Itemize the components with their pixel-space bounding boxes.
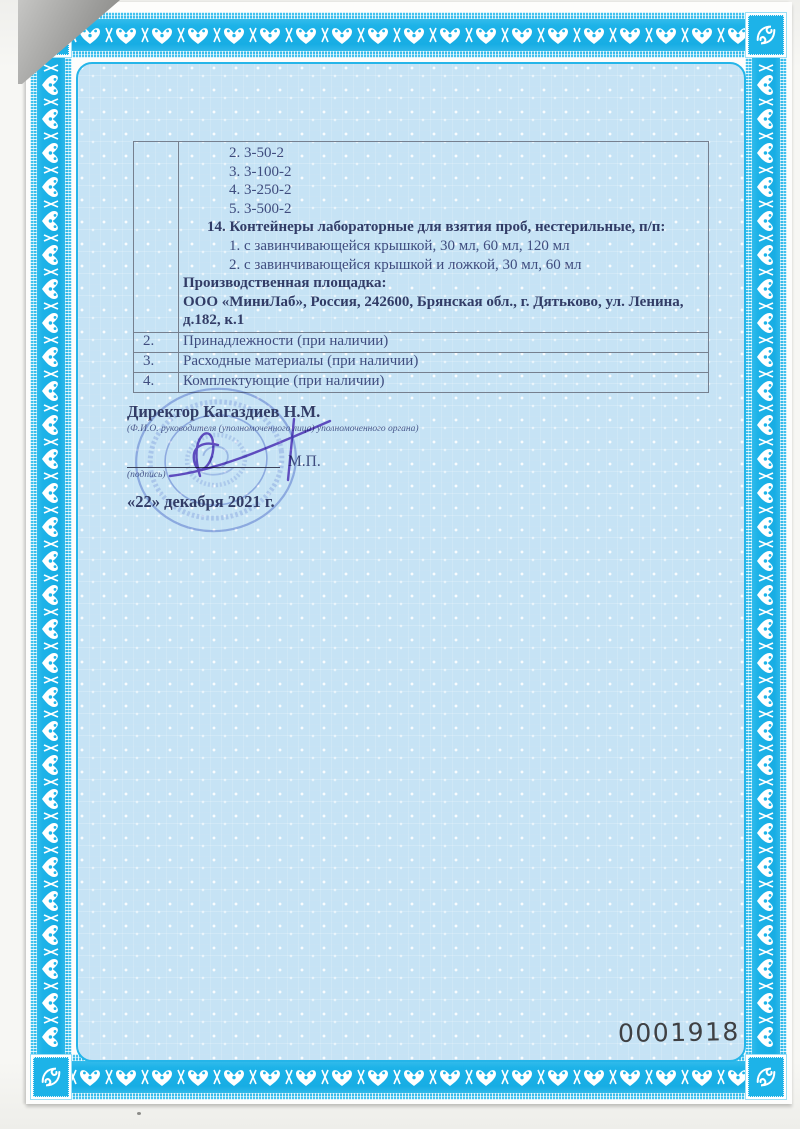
- border-ornament-right: [745, 12, 787, 1100]
- row-number-cell: 3.: [134, 352, 179, 372]
- border-ornament-left: [30, 12, 72, 1100]
- ornament-column: [37, 12, 65, 1100]
- row-content-cell: Расходные материалы (при наличии): [179, 352, 709, 372]
- serial-number: 0001918: [617, 1017, 741, 1048]
- ornament-row: [30, 1061, 787, 1093]
- production-site-address: д.182, к.1: [183, 312, 245, 329]
- row-content-cell: Комплектующие (при наличии): [179, 372, 709, 392]
- item14-subitem: 2. с завинчивающейся крышкой и ложкой, 30 мл, 60 мл: [229, 256, 582, 273]
- model-item: 5. 3-500-2: [229, 200, 292, 217]
- row-number-cell: 4.: [134, 372, 179, 392]
- lace-strip: [30, 12, 37, 1100]
- production-site-address: ООО «МиниЛаб», Россия, 242600, Брянская обл., г. Дятьково, ул. Ленина,: [183, 293, 684, 310]
- table-row: [134, 352, 709, 372]
- model-item: 2. 3-50-2: [229, 145, 284, 161]
- lace-strip: [745, 12, 752, 1100]
- ornament-column: [752, 12, 780, 1100]
- ornament-row: [30, 19, 787, 51]
- director-name-line: Директор Кагаздиев Н.М.: [127, 402, 321, 421]
- document-date: «22» декабря 2021 г.: [127, 492, 275, 511]
- table-row-continuation: [134, 142, 709, 333]
- item14-subitem: 1. с завинчивающейся крышкой, 30 мл, 60 мл, 120 мл: [229, 237, 570, 254]
- border-ornament-top: [30, 12, 787, 58]
- item14-title: 14. Контейнеры лабораторные для взятия проб, нестерильные, п/п:: [207, 219, 666, 236]
- row-number-cell: [134, 142, 179, 333]
- row-content-cell: [179, 142, 709, 333]
- items-table: [133, 141, 709, 393]
- certificate-sheet: [26, 2, 792, 1104]
- corner-ornament-bottom-left: [30, 1054, 72, 1100]
- signature-caption: (подпись): [127, 470, 166, 480]
- model-item: 4. 3-250-2: [229, 182, 292, 199]
- lace-strip: [780, 12, 787, 1100]
- lace-strip: [30, 51, 787, 58]
- lace-strip: [65, 12, 72, 1100]
- handwritten-signature: [160, 414, 338, 488]
- lace-strip: [30, 12, 787, 19]
- row-number-cell: 2.: [134, 332, 179, 352]
- director-caption: (Ф.И.О. руководителя (уполномоченного лица) уполномоченного органа): [127, 424, 419, 434]
- corner-ornament-top-right: [745, 12, 787, 58]
- table-row: [134, 332, 709, 352]
- scan-speck: [137, 1112, 141, 1115]
- production-site-label: Производственная площадка:: [183, 275, 387, 292]
- stamp-place-abbr: М.П.: [288, 453, 321, 470]
- corner-ornament-bottom-right: [745, 1054, 787, 1100]
- row-content-cell: Принадлежности (при наличии): [179, 332, 709, 352]
- lace-strip: [30, 1093, 787, 1100]
- page-content-area: [76, 62, 746, 1062]
- model-item: 3. 3-100-2: [229, 163, 292, 180]
